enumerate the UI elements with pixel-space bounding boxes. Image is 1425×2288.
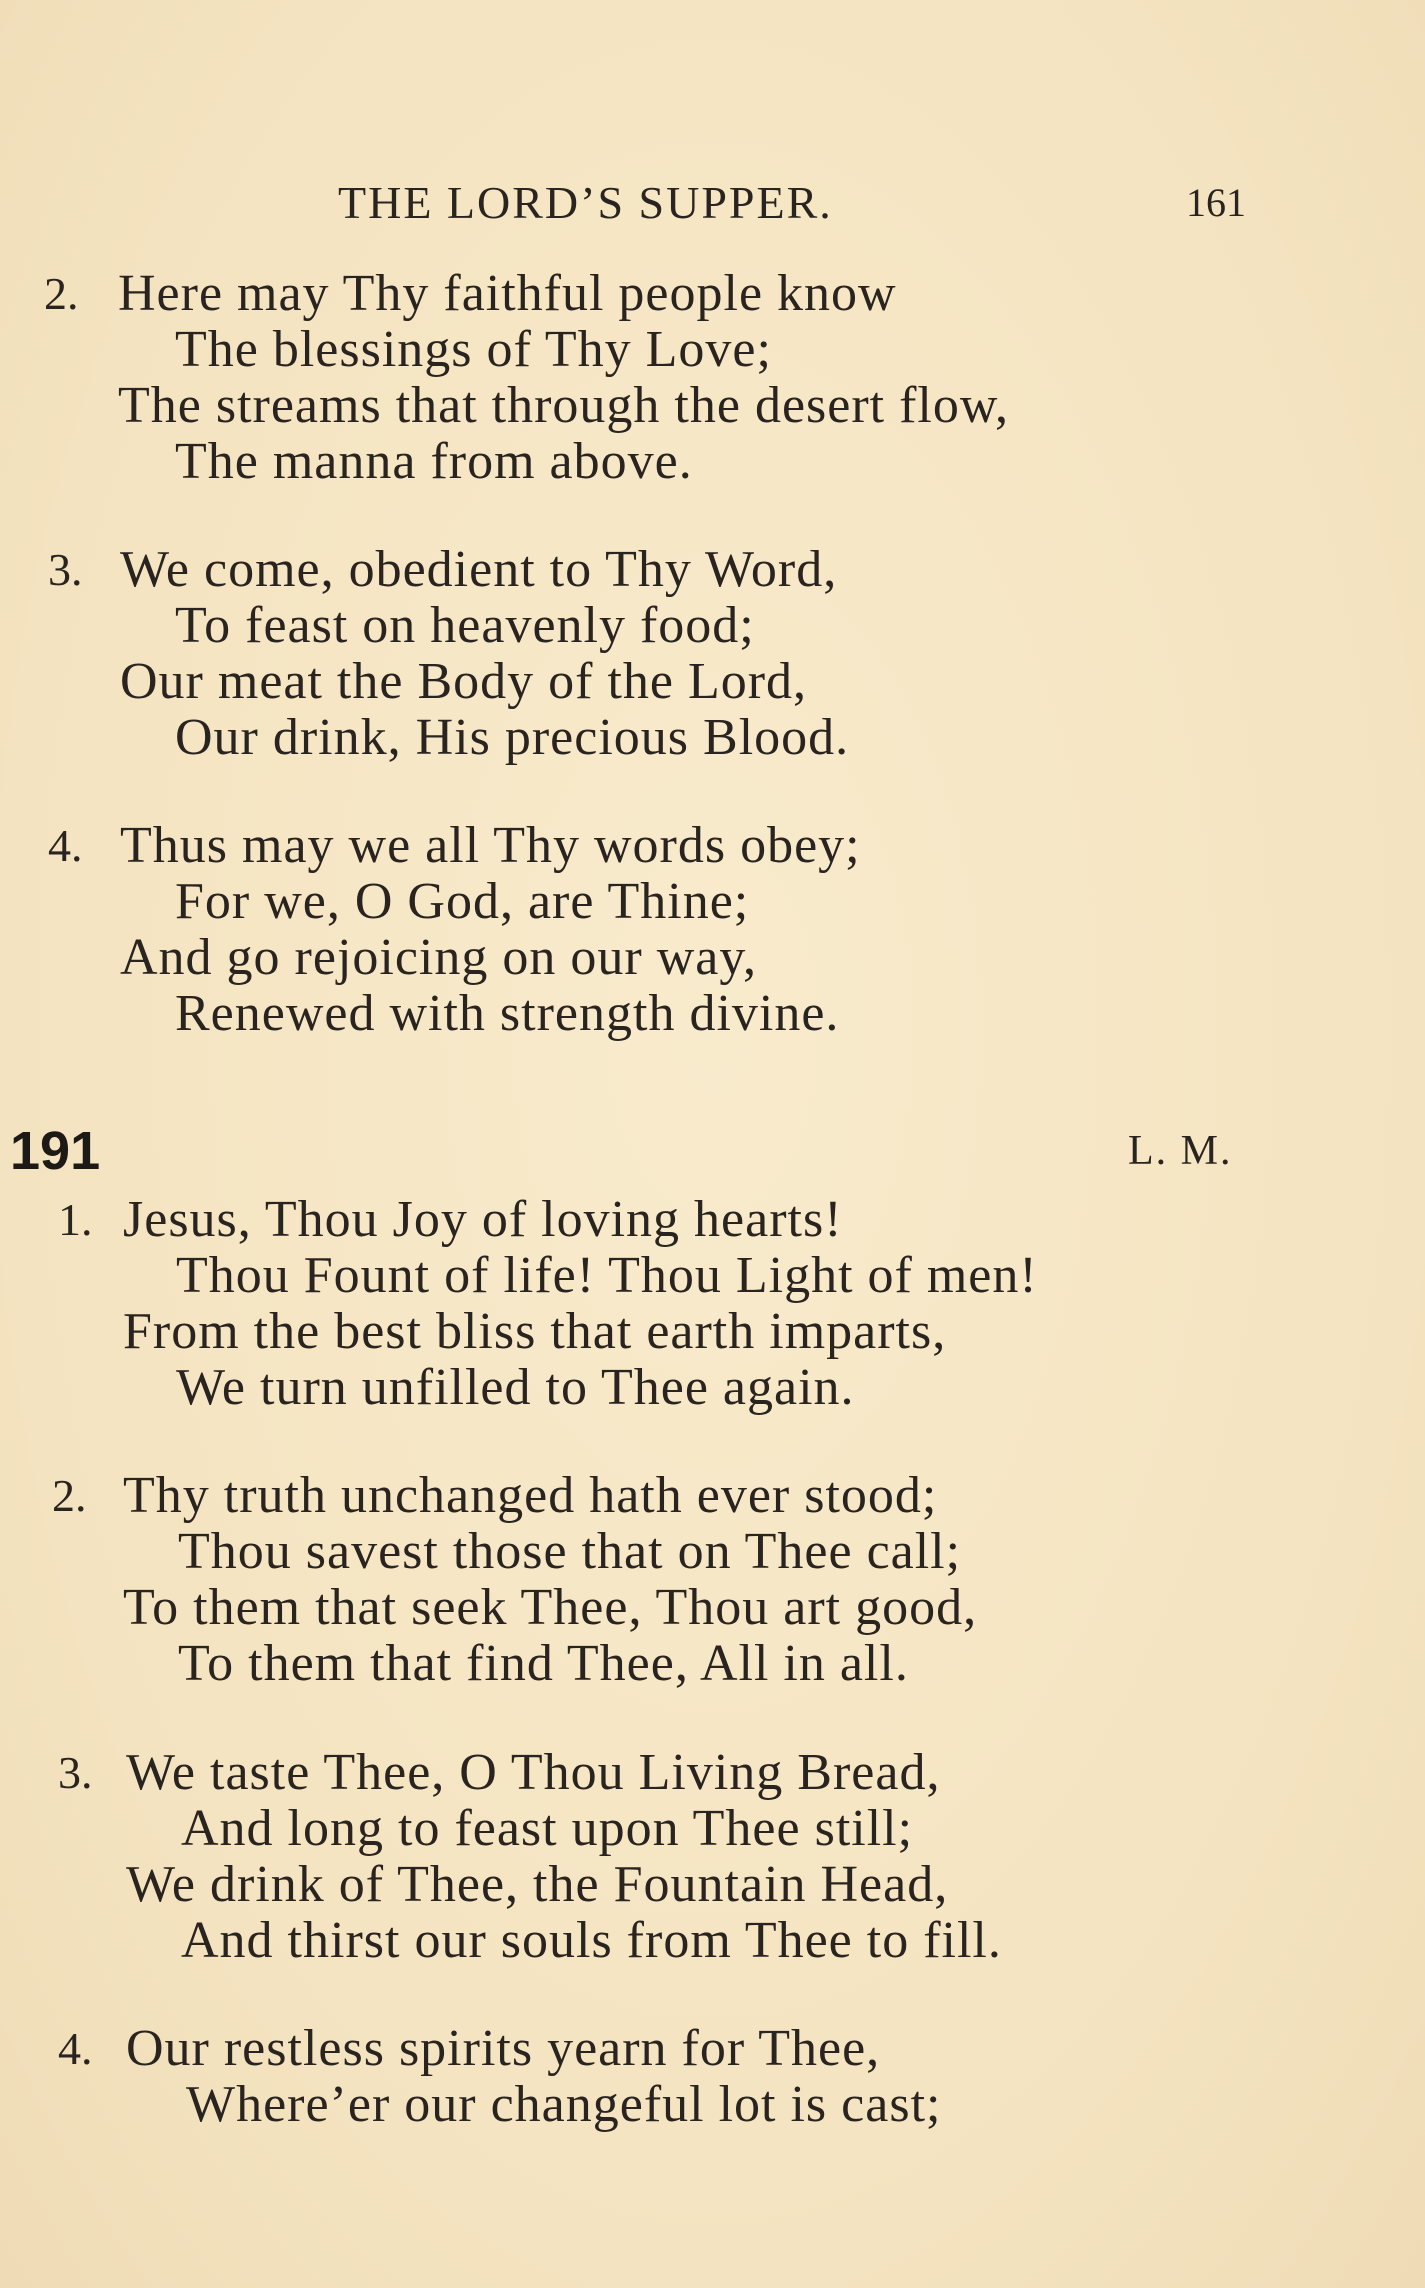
verse-line: Here may Thy faithful people know	[118, 265, 897, 322]
verse-line: For we, O God, are Thine;	[175, 873, 750, 930]
running-header	[0, 168, 1425, 238]
verse-line: We taste Thee, O Thou Living Bread,	[126, 1744, 941, 1801]
verse-line: Renewed with strength divine.	[175, 985, 840, 1042]
verse-line: To them that find Thee, All in all.	[178, 1635, 909, 1692]
verse-line: The manna from above.	[175, 433, 693, 490]
page-title: THE LORD’S SUPPER.	[338, 177, 833, 228]
verse-number: 1.	[58, 1194, 93, 1245]
hymn-heading	[0, 1118, 1425, 1184]
verse-number: 4.	[48, 820, 83, 871]
verse-line: Thou Fount of life! Thou Light of men!	[176, 1247, 1038, 1304]
verse-line: To feast on heavenly food;	[175, 597, 755, 654]
verse-line: Where’er our changeful lot is cast;	[186, 2076, 942, 2133]
verse-number: 2.	[44, 268, 79, 319]
hymn-meter: L. M.	[1128, 1128, 1233, 1174]
verse-number: 3.	[58, 1747, 93, 1798]
verse-line: Jesus, Thou Joy of loving hearts!	[123, 1191, 843, 1248]
page-number: 161	[1186, 180, 1246, 225]
verse-line: The streams that through the desert flow,	[118, 377, 1010, 434]
hymn-number: 191	[10, 1121, 101, 1181]
verse-line: From the best bliss that earth imparts,	[123, 1303, 947, 1360]
verse-number: 4.	[58, 2023, 93, 2074]
verse-line: Our meat the Body of the Lord,	[120, 653, 808, 710]
verse-line: Thus may we all Thy words obey;	[120, 817, 861, 874]
verse-line: We turn unfilled to Thee again.	[176, 1359, 855, 1416]
verse-line: And go rejoicing on our way,	[120, 929, 757, 986]
verse-line: And thirst our souls from Thee to fill.	[181, 1912, 1002, 1969]
verse-line: The blessings of Thy Love;	[175, 321, 772, 378]
verse-line: To them that seek Thee, Thou art good,	[123, 1579, 978, 1636]
verse-line: And long to feast upon Thee still;	[181, 1800, 914, 1857]
verse-number: 2.	[52, 1470, 87, 1521]
verse-number: 3.	[48, 544, 83, 595]
verse-line: Thy truth unchanged hath ever stood;	[123, 1467, 938, 1524]
verse-line: Our restless spirits yearn for Thee,	[126, 2020, 881, 2077]
verse-line: Thou savest those that on Thee call;	[178, 1523, 962, 1580]
verse-line: We come, obedient to Thy Word,	[120, 541, 838, 598]
verse-line: Our drink, His precious Blood.	[175, 709, 850, 766]
verse-line: We drink of Thee, the Fountain Head,	[126, 1856, 949, 1913]
